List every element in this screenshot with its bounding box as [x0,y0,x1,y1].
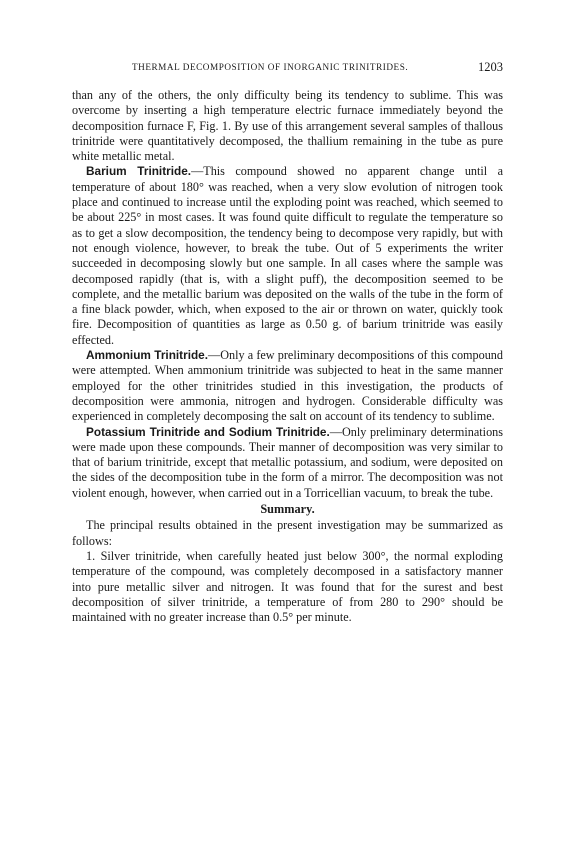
potassium-sodium-heading: Potassium Trinitride and Sodium Trinitride. [86,424,330,439]
ammonium-text: —Only a few preliminary decompositions of this compound were attempted. When ammonium trinitride was subjected to heat in the same manner employed for the other trinitrides studied in this investigation, the products of decomposition were ammonia, nitrogen and hydrogen. Considerable difficulty was experienced in completely decomposing the salt on account of its tendency to sublime. [72,348,503,424]
page-body [72,88,503,625]
page-number: 1203 [478,60,503,74]
potassium-sodium-text: —Only preliminary determinations were made upon these compounds. Their manner of decomposition was very similar to that of barium trinitride, except that metallic potassium, and sodium, were deposited on the sides of the decomposition tube in the form of a mirror. The decomposition was not violent enough, however, when carried out in a Torricellian vacuum, to break the tube. [72,424,503,500]
barium-heading: Barium Trinitride. [86,164,192,179]
running-title: THERMAL DECOMPOSITION OF INORGANIC TRINITRIDES. [132,62,409,72]
summary-heading: Summary. [260,502,315,517]
summary-intro: The principal results obtained in the present investigation may be summarized as follows: [72,518,503,548]
paragraph-potassium-sodium [72,425,503,501]
paragraph-barium [72,164,503,348]
summary-item-1: 1. Silver trinitride, when carefully heated just below 300°, the normal exploding temperature of the compound, was completely decomposed in a satisfactory manner into pure metallic silver and nitrogen. It was found that for the surest and best decomposition of silver trinitride, a temperature of from 280 to 290° should be maintained with no greater increase than 0.5° per minute. [72,548,503,625]
ammonium-heading: Ammonium Trinitride. [86,348,209,363]
running-header [72,62,503,80]
paragraph-ammonium [72,348,503,424]
paragraph-continuation: than any of the others, the only difficulty being its tendency to sublime. This was overcome by inserting a high temperature electric furnace immediately beyond the decomposition furnace F, Fig. 1. By use of this arrangement several samples of thallous trinitride were quantitatively decomposed, the thallium remaining in the tube as pure white metallic metal. [72,88,503,164]
barium-text: —This compound showed no apparent change until a temperature of about 180° was reached, when a very slow evolution of nitrogen took place and continued to increase until the exploding point was reached, which seemed to be about 225° in most cases. It was found quite difficult to regulate the temperature so as to get a slow decomposition, the tendency being to decompose very rapidly, but with not enough violence, however, to break the tube. Out of 5 experiments the writer succeeded in decomposing slowly but one sample. In all cases where the sample was decomposed rapidly (that is, with a slight puff), the decomposition seemed to be complete, and the metallic barium was deposited on the walls of the tube in the form of a fine black powder, which, when exposed to the air or thrown on water, quickly took fire. Decomposition of quantities as large as 0.50 g. of barium trinitride was easily effected. [72,164,504,347]
